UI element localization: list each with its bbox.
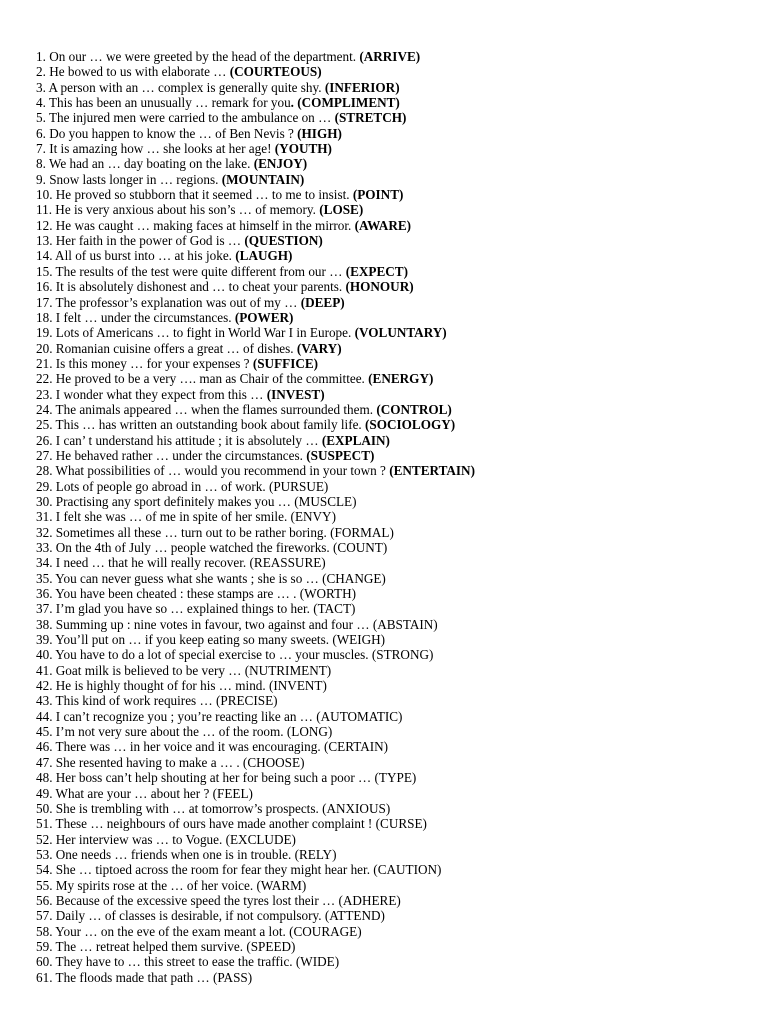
exercise-item bbox=[36, 402, 756, 417]
exercise-item bbox=[36, 479, 756, 494]
exercise-keyword: (LONG) bbox=[286, 724, 333, 740]
exercise-keyword: (CERTAIN) bbox=[323, 739, 389, 755]
exercise-keyword: . (COMPLIMENT) bbox=[290, 95, 400, 111]
exercise-item bbox=[36, 724, 756, 739]
exercise-item bbox=[36, 770, 756, 785]
exercise-sentence: 46. There was … in her voice and it was encouraging. bbox=[36, 739, 324, 755]
exercise-keyword: (PRECISE) bbox=[215, 693, 278, 709]
exercise-sentence: 2. He bowed to us with elaborate … bbox=[36, 64, 230, 80]
exercise-sentence: 54. She … tiptoed across the room for fear they might hear her. bbox=[36, 862, 374, 878]
exercise-item bbox=[36, 141, 756, 156]
exercise-keyword: (LAUGH) bbox=[235, 248, 293, 264]
exercise-sentence: 42. He is highly thought of for his … mind. bbox=[36, 678, 269, 694]
exercise-item bbox=[36, 279, 756, 294]
exercise-sentence: 53. One needs … friends when one is in trouble. bbox=[36, 846, 295, 862]
exercise-keyword: (ABSTAIN) bbox=[372, 616, 438, 632]
exercise-item bbox=[36, 49, 756, 64]
exercise-keyword: (COUNT) bbox=[333, 540, 388, 555]
exercise-sentence: 43. This kind of work requires … bbox=[36, 693, 216, 709]
exercise-sentence: 3. A person with an … complex is generally quite shy. bbox=[36, 79, 325, 95]
exercise-keyword: (ATTEND) bbox=[324, 908, 385, 924]
exercise-keyword: (WORTH) bbox=[299, 586, 357, 602]
exercise-sentence: 21. Is this money … for your expenses ? bbox=[36, 355, 253, 371]
exercise-item bbox=[36, 601, 756, 616]
exercise-keyword: (FEEL) bbox=[212, 785, 253, 801]
exercise-sentence: 8. We had an … day boating on the lake. bbox=[36, 156, 254, 172]
exercise-item bbox=[36, 954, 756, 969]
exercise-item bbox=[36, 862, 756, 877]
exercise-keyword: (ENTERTAIN) bbox=[389, 463, 475, 479]
exercise-sentence: 35. You can never guess what she wants ; she is so … bbox=[36, 570, 323, 586]
exercise-keyword: (POINT) bbox=[352, 187, 404, 203]
exercise-sentence: 6. Do you happen to know the … of Ben Nevis ? bbox=[36, 125, 298, 141]
exercise-keyword: (HONOUR) bbox=[345, 279, 414, 295]
exercise-keyword: (NUTRIMENT) bbox=[244, 662, 332, 678]
exercise-item bbox=[36, 586, 756, 601]
exercise-sentence: 49. What are your … about her ? bbox=[36, 785, 213, 801]
exercise-keyword: (WIDE) bbox=[295, 954, 340, 970]
exercise-keyword: (REASSURE) bbox=[249, 555, 326, 571]
exercise-sentence: 9. Snow lasts longer in … regions. bbox=[36, 171, 222, 187]
exercise-item bbox=[36, 110, 756, 125]
exercise-item bbox=[36, 356, 756, 371]
exercise-keyword: (MUSCLE) bbox=[294, 493, 357, 509]
exercise-sentence: 61. The floods made that path … bbox=[36, 969, 214, 985]
exercise-sentence: 52. Her interview was … to Vogue. bbox=[36, 831, 226, 847]
exercise-sentence: 10. He proved so stubborn that it seemed … to me to insist. bbox=[36, 187, 353, 203]
exercise-sentence: 29. Lots of people go abroad in … of work. bbox=[36, 478, 269, 494]
exercise-keyword: (ENERGY) bbox=[368, 371, 434, 387]
exercise-item bbox=[36, 248, 756, 263]
exercise-keyword: (ENJOY) bbox=[253, 156, 308, 172]
exercise-keyword: (DEEP) bbox=[300, 294, 345, 310]
exercise-keyword: (ADHERE) bbox=[338, 892, 401, 908]
exercise-keyword: (CAUTION) bbox=[373, 862, 442, 878]
exercise-item bbox=[36, 709, 756, 724]
exercise-keyword: (ENVY) bbox=[290, 509, 336, 525]
exercise-sentence: 36. You have been cheated : these stamps are … . bbox=[36, 586, 300, 602]
exercise-item bbox=[36, 755, 756, 770]
exercise-sentence: 32. Sometimes all these … turn out to be rather boring. bbox=[36, 524, 331, 540]
exercise-sentence: 22. He proved to be a very …. man as Chair of the committee. bbox=[36, 371, 369, 387]
exercise-sentence: 58. Your … on the eve of the exam meant a lot. bbox=[36, 923, 290, 939]
exercise-sentence: 38. Summing up : nine votes in favour, two against and four … bbox=[36, 616, 373, 632]
exercise-sentence: 44. I can’t recognize you ; you’re reacting like an … bbox=[36, 708, 317, 724]
exercise-item bbox=[36, 156, 756, 171]
exercise-sentence: 18. I felt … under the circumstances. bbox=[36, 309, 235, 325]
exercise-sentence: 16. It is absolutely dishonest and … to cheat your parents. bbox=[36, 279, 346, 295]
exercise-item bbox=[36, 295, 756, 310]
exercise-item bbox=[36, 187, 756, 202]
exercise-item bbox=[36, 816, 756, 831]
exercise-sentence: 24. The animals appeared … when the flames surrounded them. bbox=[36, 401, 377, 417]
exercise-item bbox=[36, 218, 756, 233]
exercise-keyword: (ANXIOUS) bbox=[322, 800, 391, 816]
exercise-keyword: (QUESTION) bbox=[244, 233, 323, 249]
exercise-item bbox=[36, 893, 756, 908]
exercise-keyword: (WARM) bbox=[256, 877, 307, 893]
exercise-item bbox=[36, 433, 756, 448]
exercise-keyword: (FORMAL) bbox=[330, 524, 394, 540]
exercise-sentence: 13. Her faith in the power of God is … bbox=[36, 233, 245, 249]
exercise-keyword: (CHOOSE) bbox=[242, 754, 305, 770]
exercise-sentence: 14. All of us burst into … at his joke. bbox=[36, 248, 236, 264]
exercise-item bbox=[36, 970, 756, 985]
exercise-sentence: 47. She resented having to make a … . bbox=[36, 754, 243, 770]
exercise-item bbox=[36, 310, 756, 325]
exercise-keyword: (WEIGH) bbox=[332, 632, 386, 648]
exercise-list bbox=[36, 49, 756, 985]
exercise-item bbox=[36, 847, 756, 862]
exercise-item bbox=[36, 417, 756, 432]
exercise-sentence: 20. Romanian cuisine offers a great … of dishes. bbox=[36, 340, 297, 356]
exercise-sentence: 60. They have to … this street to ease the traffic. bbox=[36, 954, 296, 970]
exercise-keyword: (VOLUNTARY) bbox=[354, 325, 447, 341]
exercise-keyword: (PURSUE) bbox=[268, 478, 329, 494]
exercise-sentence: 51. These … neighbours of ours have made another complaint ! bbox=[36, 816, 376, 832]
exercise-sentence: 41. Goat milk is believed to be very … bbox=[36, 662, 245, 678]
exercise-item bbox=[36, 126, 756, 141]
exercise-sentence: 57. Daily … of classes is desirable, if not compulsory. bbox=[36, 908, 325, 924]
exercise-item bbox=[36, 663, 756, 678]
exercise-sentence: 26. I can’ t understand his attitude ; it is absolutely … bbox=[36, 432, 322, 448]
exercise-sentence: 4. This has been an unusually … remark for you bbox=[36, 95, 291, 111]
exercise-keyword: (RELY) bbox=[294, 846, 337, 862]
exercise-item bbox=[36, 172, 756, 187]
exercise-item bbox=[36, 325, 756, 340]
exercise-item bbox=[36, 540, 756, 555]
exercise-item bbox=[36, 64, 756, 79]
exercise-item bbox=[36, 878, 756, 893]
exercise-sentence: 45. I’m not very sure about the … of the room. bbox=[36, 724, 287, 740]
exercise-keyword: (CONTROL) bbox=[376, 401, 452, 417]
exercise-sentence: 48. Her boss can’t help shouting at her for being such a poor … bbox=[36, 770, 375, 786]
exercise-keyword: (SUSPECT) bbox=[306, 447, 375, 463]
exercise-keyword: (INVEST) bbox=[266, 386, 325, 402]
exercise-sentence: 50. She is trembling with … at tomorrow’s prospects. bbox=[36, 800, 323, 816]
exercise-keyword: (SOCIOLOGY) bbox=[365, 417, 456, 433]
exercise-item bbox=[36, 555, 756, 570]
exercise-item bbox=[36, 202, 756, 217]
exercise-item bbox=[36, 463, 756, 478]
exercise-sentence: 17. The professor’s explanation was out of my … bbox=[36, 294, 301, 310]
exercise-item bbox=[36, 832, 756, 847]
exercise-sentence: 25. This … has written an outstanding book about family life. bbox=[36, 417, 366, 433]
exercise-item bbox=[36, 678, 756, 693]
exercise-item bbox=[36, 924, 756, 939]
exercise-sentence: 15. The results of the test were quite different from our … bbox=[36, 263, 346, 279]
exercise-sentence: 7. It is amazing how … she looks at her age! bbox=[36, 141, 275, 157]
exercise-item bbox=[36, 908, 756, 923]
exercise-item bbox=[36, 617, 756, 632]
exercise-sentence: 39. You’ll put on … if you keep eating so many sweets. bbox=[36, 632, 333, 648]
exercise-keyword: (AWARE) bbox=[354, 217, 412, 233]
exercise-item bbox=[36, 509, 756, 524]
exercise-item bbox=[36, 647, 756, 662]
exercise-item bbox=[36, 233, 756, 248]
exercise-item bbox=[36, 341, 756, 356]
exercise-item bbox=[36, 371, 756, 386]
exercise-item bbox=[36, 939, 756, 954]
exercise-keyword: (TACT) bbox=[313, 601, 356, 617]
exercise-sentence: 37. I’m glad you have so … explained things to her. bbox=[36, 601, 314, 617]
exercise-item bbox=[36, 632, 756, 647]
exercise-sentence: 27. He behaved rather … under the circumstances. bbox=[36, 447, 307, 463]
exercise-keyword: (CHANGE) bbox=[322, 570, 386, 586]
exercise-sentence: 56. Because of the excessive speed the tyres lost their … bbox=[36, 892, 339, 908]
exercise-item bbox=[36, 494, 756, 509]
exercise-item bbox=[36, 801, 756, 816]
exercise-keyword: (POWER) bbox=[234, 309, 294, 325]
exercise-keyword: (ARRIVE) bbox=[359, 49, 421, 64]
exercise-item bbox=[36, 264, 756, 279]
exercise-item bbox=[36, 80, 756, 95]
exercise-keyword: (PASS) bbox=[213, 969, 253, 985]
exercise-keyword: (STRONG) bbox=[371, 647, 434, 663]
exercise-item bbox=[36, 739, 756, 754]
exercise-sentence: 1. On our … we were greeted by the head of the department. bbox=[36, 49, 360, 64]
exercise-item bbox=[36, 571, 756, 586]
exercise-sentence: 33. On the 4th of July … people watched the fireworks. bbox=[36, 540, 334, 555]
exercise-keyword: (YOUTH) bbox=[274, 141, 332, 157]
exercise-keyword: (SUFFICE) bbox=[252, 355, 319, 371]
exercise-sentence: 19. Lots of Americans … to fight in World War I in Europe. bbox=[36, 325, 355, 341]
exercise-sentence: 31. I felt she was … of me in spite of her smile. bbox=[36, 509, 291, 525]
exercise-keyword: (HIGH) bbox=[297, 125, 342, 141]
exercise-keyword: (CURSE) bbox=[375, 816, 427, 832]
exercise-item bbox=[36, 786, 756, 801]
exercise-sentence: 30. Practising any sport definitely makes you … bbox=[36, 493, 295, 509]
exercise-keyword: (SPEED) bbox=[246, 938, 296, 954]
exercise-sentence: 55. My spirits rose at the … of her voice. bbox=[36, 877, 257, 893]
exercise-keyword: (INVENT) bbox=[268, 678, 327, 694]
exercise-keyword: (AUTOMATIC) bbox=[316, 708, 403, 724]
exercise-keyword: (VARY) bbox=[296, 340, 342, 356]
exercise-item bbox=[36, 387, 756, 402]
exercise-item bbox=[36, 448, 756, 463]
exercise-keyword: (LOSE) bbox=[319, 202, 364, 218]
exercise-item bbox=[36, 525, 756, 540]
exercise-sentence: 40. You have to do a lot of special exercise to … your muscles. bbox=[36, 647, 372, 663]
exercise-keyword: (MOUNTAIN) bbox=[221, 171, 305, 187]
exercise-item bbox=[36, 95, 756, 110]
exercise-keyword: (EXCLUDE) bbox=[225, 831, 296, 847]
exercise-keyword: (TYPE) bbox=[374, 770, 417, 786]
exercise-keyword: (INFERIOR) bbox=[324, 79, 400, 95]
exercise-keyword: (EXPLAIN) bbox=[321, 432, 390, 448]
exercise-sentence: 34. I need … that he will really recover. bbox=[36, 555, 250, 571]
exercise-sentence: 12. He was caught … making faces at himself in the mirror. bbox=[36, 217, 355, 233]
exercise-keyword: (EXPECT) bbox=[345, 263, 408, 279]
exercise-sentence: 28. What possibilities of … would you recommend in your town ? bbox=[36, 463, 390, 479]
exercise-keyword: (COURAGE) bbox=[289, 923, 362, 939]
exercise-sentence: 11. He is very anxious about his son’s … of memory. bbox=[36, 202, 320, 218]
exercise-sentence: 23. I wonder what they expect from this … bbox=[36, 386, 267, 402]
exercise-item bbox=[36, 693, 756, 708]
exercise-keyword: (STRETCH) bbox=[334, 110, 407, 126]
exercise-sentence: 5. The injured men were carried to the ambulance on … bbox=[36, 110, 335, 126]
exercise-sentence: 59. The … retreat helped them survive. bbox=[36, 938, 247, 954]
exercise-keyword: (COURTEOUS) bbox=[229, 64, 322, 80]
